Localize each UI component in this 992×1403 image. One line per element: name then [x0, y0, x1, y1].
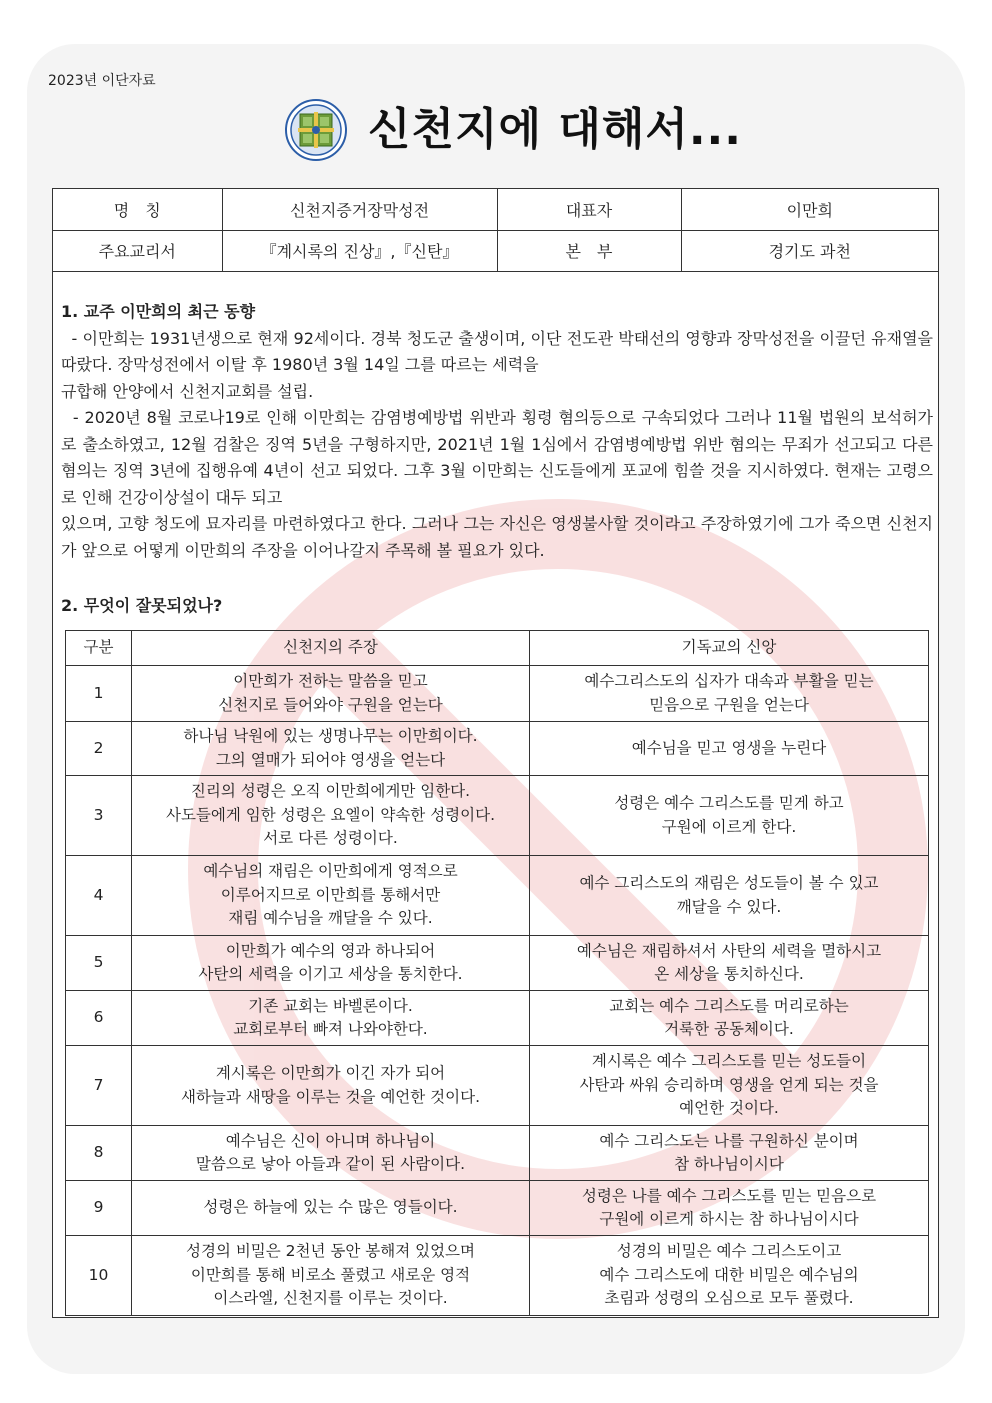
- paragraph-text: 규합해 안양에서 신천지교회를 설립.: [61, 381, 314, 401]
- cell-line: 예수님을 믿고 영생을 누린다: [631, 738, 827, 757]
- cell-line: 하나님 낙원에 있는 생명나무는 이만희이다.: [183, 727, 478, 745]
- cell-line: 성령은 예수 그리스도를 믿게 하고: [614, 794, 844, 812]
- cell-line: 신천지로 들어와야 구원을 얻는다: [218, 695, 443, 714]
- cell-line: 그의 열매가 되어야 영생을 얻는다: [215, 750, 446, 769]
- cell-line: 새하늘과 새땅을 이루는 것을 예언한 것이다.: [180, 1087, 481, 1106]
- cell-line: 거룩한 공동체이다.: [664, 1020, 794, 1038]
- shincheonji-claim-cell: [132, 856, 530, 936]
- comparison-header-row: [66, 631, 929, 666]
- info-value-leader: 이만희: [681, 189, 938, 230]
- paragraph-text: - 이만희는 1931년생으로 현재 92세이다. 경북 청도군 출생이며, 이단 전도관 박태선의 영향과 장막성전을 이끌던 유재열을 따랐다. 장막성전에서 이탈 후 1980년 3월 14일 그를 따르는 세력을: [61, 328, 939, 374]
- info-value-books: 『계시록의 진상』,『신탄』: [222, 230, 497, 271]
- info-label-books: 주요교리서: [53, 230, 222, 271]
- info-label-leader: 대표자: [497, 189, 681, 230]
- shincheonji-claim-cell: [132, 1181, 530, 1236]
- row-number: 3: [66, 776, 132, 856]
- christian-faith-cell: [530, 1126, 929, 1181]
- christian-faith-cell: [530, 856, 929, 936]
- table-row: [66, 1126, 929, 1181]
- row-number: 6: [66, 991, 132, 1046]
- section1-heading: 1. 교주 이만희의 최근 동향: [61, 302, 256, 321]
- cell-line: 이만희가 전하는 말씀을 믿고: [233, 672, 428, 690]
- table-row: [66, 1046, 929, 1126]
- comparison-body: [66, 666, 929, 1316]
- table-row: [66, 936, 929, 991]
- cell-line: 성령은 하늘에 있는 수 많은 영들이다.: [203, 1198, 458, 1217]
- cell-line: 성령은 나를 예수 그리스도를 믿는 믿음으로: [581, 1186, 877, 1205]
- shincheonji-claim-cell: [132, 722, 530, 776]
- cell-line: 온 세상을 통치하신다.: [654, 965, 804, 983]
- info-label-hq: 본 부: [497, 230, 681, 271]
- table-row: [66, 856, 929, 936]
- christian-faith-cell: [530, 666, 929, 722]
- cell-line: 예수님은 신이 아니며 하나님이: [225, 1131, 436, 1150]
- header-number: 구분: [66, 631, 132, 666]
- cell-line: 예수님의 재림은 이만희에게 영적으로: [203, 862, 458, 881]
- shincheonji-claim-cell: [132, 776, 530, 856]
- church-seal-icon: [285, 99, 347, 161]
- header-claim: 신천지의 주장: [132, 631, 530, 666]
- cell-line: 이만희를 통해 비로소 풀렸고 새로운 영적: [190, 1265, 471, 1284]
- table-row: [66, 991, 929, 1046]
- info-row: [53, 230, 938, 271]
- cell-line: 사탄과 싸워 승리하며 영생을 얻게 되는 것을: [579, 1075, 879, 1094]
- shincheonji-claim-cell: [132, 666, 530, 722]
- cell-line: 이루어지므로 이만희를 통해서만: [220, 885, 441, 904]
- christian-faith-cell: [530, 936, 929, 991]
- table-row: [66, 1236, 929, 1316]
- cell-line: 예수 그리스도는 나를 구원하신 분이며: [599, 1131, 859, 1150]
- christian-faith-cell: [530, 991, 929, 1046]
- cell-line: 예수그리스도의 십자가 대속과 부활을 믿는: [584, 672, 874, 690]
- row-number: 9: [66, 1181, 132, 1236]
- cell-line: 구원에 이르게 한다.: [661, 817, 797, 836]
- row-number: 10: [66, 1236, 132, 1316]
- info-table: [53, 189, 938, 272]
- cell-line: 교회는 예수 그리스도를 머리로하는: [609, 996, 849, 1015]
- table-row: [66, 1181, 929, 1236]
- shincheonji-claim-cell: [132, 991, 530, 1046]
- cell-line: 이스라엘, 신천지를 이루는 것이다.: [213, 1289, 448, 1308]
- paragraph-text: 있으며, 고향 청도에 묘자리를 마련하였다고 한다. 그러나 그는 자신은 영생불사할 것이라고 주장하였기에 그가 죽으면 신천지가 앞으로 어떻게 이만희의 주장을 이어나갈지 주목해 볼 필요가 있다.: [61, 514, 933, 560]
- year-note: 2023년 이단자료: [48, 73, 156, 89]
- christian-faith-cell: [530, 1236, 929, 1316]
- paragraph-text: - 2020년 8월 코로나19로 인해 이만희는 감염병예방법 위반과 횡령 혐의등으로 구속되었다 그러나 11월 법원의 보석허가로 출소하였고, 12월 검찰은 징역 5년을 구형하지만, 2021년 1월 1심에서 감염병예방법 위반 혐의는 무죄가 선고되고 다른 혐의는 징역 3년에 집행유예 4년이 선고 되었다. 그후 3월 이만희는 신도들에게 포교에 힘쓸 것을 지시하였다. 현재는 고령으로 인해 건강이상설이 대두 되고: [61, 408, 939, 507]
- shincheonji-claim-cell: [132, 1126, 530, 1181]
- christian-faith-cell: [530, 722, 929, 776]
- christian-faith-cell: [530, 1046, 929, 1126]
- cell-line: 성경의 비밀은 2천년 동안 봉해져 있었으며: [185, 1242, 476, 1261]
- row-number: 4: [66, 856, 132, 936]
- row-number: 1: [66, 666, 132, 722]
- cell-line: 재림 예수님을 깨달을 수 있다.: [228, 909, 433, 928]
- cell-line: 믿음으로 구원을 얻는다: [649, 695, 809, 714]
- cell-line: 예언한 것이다.: [679, 1099, 779, 1118]
- row-number: 7: [66, 1046, 132, 1126]
- cell-line: 예수 그리스도의 재림은 성도들이 볼 수 있고: [579, 874, 879, 892]
- page-title: 신천지에 대해서...: [368, 104, 742, 155]
- shincheonji-claim-cell: [132, 1046, 530, 1126]
- table-row: [66, 776, 929, 856]
- christian-faith-cell: [530, 1181, 929, 1236]
- row-number: 2: [66, 722, 132, 776]
- table-row: [66, 722, 929, 776]
- section-recent-trends: [61, 299, 939, 564]
- cell-line: 성경의 비밀은 예수 그리스도이고: [616, 1242, 842, 1261]
- row-number: 5: [66, 936, 132, 991]
- section2-heading: 2. 무엇이 잘못되었나?: [61, 596, 223, 615]
- section1-paragraph-2: [61, 405, 939, 564]
- info-row: [53, 189, 938, 230]
- cell-line: 서로 다른 성령이다.: [263, 829, 398, 848]
- document-frame: [52, 188, 939, 1318]
- section1-paragraph-1: [61, 326, 939, 406]
- cell-line: 계시록은 이만희가 이긴 자가 되어: [215, 1064, 446, 1082]
- comparison-table: [65, 630, 929, 1316]
- cell-line: 깨달을 수 있다.: [676, 897, 782, 916]
- cell-line: 이만희가 예수의 영과 하나되어: [225, 941, 436, 960]
- info-value-name: 신천지증거장막성전: [222, 189, 497, 230]
- cell-line: 사도들에게 임한 성령은 요엘이 약속한 성령이다.: [165, 805, 496, 824]
- shincheonji-claim-cell: [132, 936, 530, 991]
- shincheonji-claim-cell: [132, 1236, 530, 1316]
- info-value-hq: 경기도 과천: [681, 230, 938, 271]
- cell-line: 기존 교회는 바벨론이다.: [248, 996, 413, 1015]
- cell-line: 초림과 성령의 오심으로 모두 풀렸다.: [604, 1289, 854, 1308]
- christian-faith-cell: [530, 776, 929, 856]
- table-row: [66, 666, 929, 722]
- cell-line: 예수님은 재림하셔서 사탄의 세력을 멸하시고: [576, 941, 882, 960]
- cell-line: 예수 그리스도에 대한 비밀은 예수님의: [599, 1265, 859, 1284]
- cell-line: 참 하나님이시다: [674, 1155, 784, 1173]
- info-label-name: 명 칭: [53, 189, 222, 230]
- cell-line: 계시록은 예수 그리스도를 믿는 성도들이: [591, 1052, 867, 1071]
- cell-line: 교회로부터 빠져 나와야한다.: [233, 1020, 428, 1038]
- header-faith: 기독교의 신앙: [530, 631, 929, 666]
- cell-line: 말씀으로 낳아 아들과 같이 된 사람이다.: [195, 1155, 466, 1173]
- cell-line: 사탄의 세력을 이기고 세상을 통치한다.: [198, 965, 463, 983]
- row-number: 8: [66, 1126, 132, 1181]
- cell-line: 구원에 이르게 하시는 참 하나님이시다: [599, 1210, 859, 1228]
- cell-line: 진리의 성령은 오직 이만희에게만 임한다.: [190, 782, 471, 801]
